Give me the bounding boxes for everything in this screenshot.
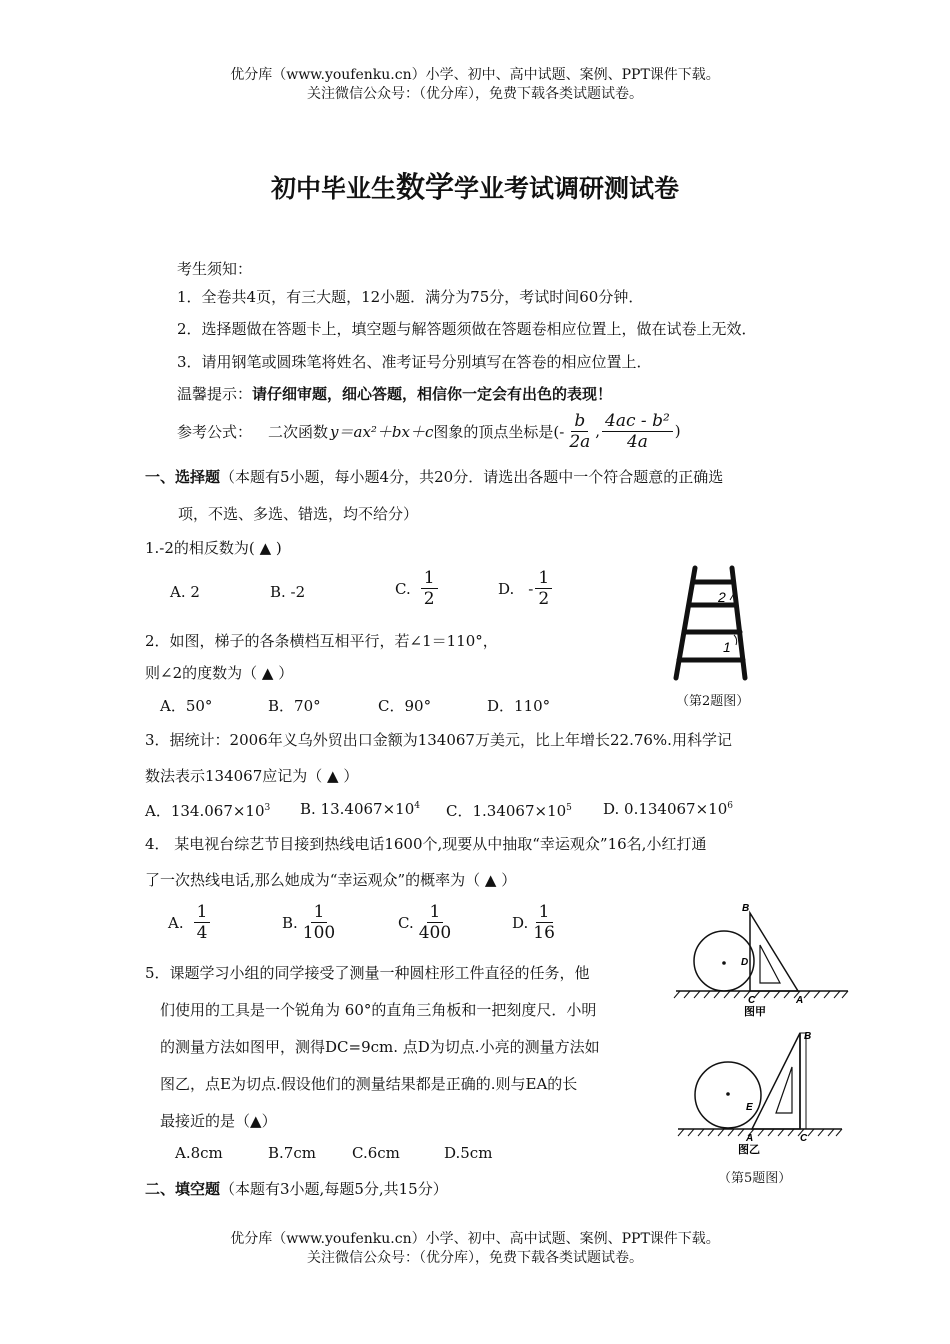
tip-label: 温馨提示： — [177, 385, 253, 403]
question-2-line-2: 则∠2的度数为（ ▲ ） — [145, 664, 294, 682]
section1-desc: （本题有5小题，每小题4分，共20分．请选出各题中一个符合题意的正确选 — [220, 468, 724, 486]
label-B: B — [804, 1031, 812, 1042]
label-C: C — [748, 995, 756, 1006]
answer-mark: ▲ — [259, 539, 272, 557]
vertex-x-fraction: $\frac{b}{2a}$ — [569, 410, 591, 452]
footer-line-1: 优分库（www.youfenku.cn）小学、初中、高中试题、案例、PPT课件下载。 — [230, 1231, 720, 1247]
q4-option-b: B. $\frac{1}{100}$ — [282, 902, 336, 943]
triangle-outer — [752, 1033, 800, 1129]
q2-option-c: C．90° — [378, 697, 432, 715]
formula-label: 参考公式： — [177, 422, 253, 441]
q5-option-a: A.8cm — [175, 1144, 223, 1162]
ladder-rails — [676, 568, 745, 678]
notice-item-1: 1．全卷共4页，有三大题，12小题．满分为75分，考试时间60分钟． — [177, 288, 644, 306]
title-emph: 数学 — [395, 170, 454, 204]
q1-option-d: D. - $\frac{1}{2}$ — [498, 568, 554, 609]
question-3-line-1: 3．据统计：2006年义乌外贸出口金额为134067万美元，比上年增长22.76%.用科学记 — [145, 731, 732, 749]
question-5-line-4: 图乙，点E为切点.假设他们的测量结果都是正确的.则与EA的长 — [160, 1075, 578, 1093]
q5-option-c: C.6cm — [352, 1144, 400, 1162]
triangle-outer — [750, 913, 798, 991]
answer-mark: ▲ — [250, 1112, 262, 1130]
page-title — [0, 165, 950, 206]
tip-text: 请仔细审题，细心答题，相信你一定会有出色的表现！ — [252, 385, 613, 403]
q4-option-a: A. $\frac{1}{4}$ — [168, 902, 212, 943]
figure-yi — [676, 1025, 846, 1165]
q3-option-b: B. $13.4067\times 10^4$ — [300, 800, 420, 818]
warm-tip — [177, 383, 612, 404]
q1-option-b: B. -2 — [270, 583, 306, 601]
q2-option-b: B．70° — [268, 697, 321, 715]
label-C: C — [800, 1133, 808, 1144]
label-D: D — [741, 957, 749, 968]
triangle-inner — [760, 945, 780, 983]
q5-option-b: B.7cm — [268, 1144, 316, 1162]
section1-label: 一、选择题 — [145, 468, 221, 486]
notice-item-3: 3．请用钢笔或圆珠笔将姓名、准考证号分别填写在答卷的相应位置上． — [177, 353, 652, 371]
label-A: A — [796, 995, 804, 1006]
ground-hatching — [674, 991, 848, 998]
question-5-line-2: 们使用的工具是一个锐角为 60°的直角三角板和一把刻度尺．小明 — [160, 1001, 597, 1019]
reference-formula — [177, 410, 681, 452]
section1-desc-2: 项，不选、多选、错选，均不给分） — [178, 505, 419, 523]
answer-mark: ▲ — [261, 664, 274, 682]
section1-header — [145, 466, 723, 487]
formula-func: y＝ax²＋bx＋c — [330, 422, 434, 441]
q5-option-d: D.5cm — [444, 1144, 493, 1162]
question-3-line-2: 数法表示134067应记为（ ▲ ） — [145, 767, 359, 785]
q2-figure-caption: （第2题图） — [676, 694, 750, 709]
ground-hatching — [678, 1129, 842, 1136]
q2-option-d: D．110° — [487, 697, 551, 715]
formula-pre: 二次函数 — [268, 422, 329, 441]
section2-label: 二、填空题 — [145, 1180, 221, 1198]
notice-item-2: 2．选择题做在答题卡上，填空题与解答题须做在答题卷相应位置上，做在试卷上无效． — [177, 320, 757, 338]
footer-line-2: 关注微信公众号：（优分库），免费下载各类试题试卷。 — [307, 1250, 643, 1266]
circle-center — [726, 1092, 730, 1096]
ruler — [800, 1033, 806, 1129]
question-5-line-5: 最接近的是（▲） — [160, 1112, 277, 1130]
answer-mark: ▲ — [484, 871, 497, 889]
q1-option-c: C. $\frac{1}{2}$ — [395, 568, 440, 609]
q3-option-d: D. $0.134067\times 10^6$ — [603, 800, 733, 818]
figure-jia — [672, 895, 852, 1025]
question-5-line-3: 的测量方法如图甲，测得DC=9cm. 点D为切点.小亮的测量方法如 — [160, 1038, 600, 1056]
ladder-figure — [660, 560, 770, 710]
formula-comma: , — [595, 422, 601, 440]
answer-mark: ▲ — [327, 767, 339, 785]
q5-figure-caption: （第5题图） — [718, 1171, 792, 1186]
question-4-line-2: 了一次热线电话,那么她成为“幸运观众”的概率为（ ▲ ） — [145, 871, 517, 889]
question-5-line-1: 5．课题学习小组的同学接受了测量一种圆柱形工件直径的任务，他 — [145, 964, 590, 982]
title-post: 学业考试调研测试卷 — [454, 174, 680, 203]
section2-header — [145, 1178, 448, 1199]
circle-center — [722, 961, 726, 965]
figure-yi-label: 图乙 — [738, 1144, 760, 1156]
q1-option-a: A. 2 — [170, 583, 200, 601]
q3-option-a: A．$134.067\times 10^3$ — [145, 802, 271, 820]
label-A: A — [746, 1133, 754, 1144]
angle-1-label: 1 — [723, 639, 731, 655]
formula-mid: 图象的顶点坐标是(- — [433, 422, 565, 441]
triangle-inner — [776, 1067, 792, 1113]
q2-option-a: A．50° — [160, 697, 213, 715]
q4-option-c: C. $\frac{1}{400}$ — [398, 902, 452, 943]
header-line-2: 关注微信公众号：（优分库），免费下载各类试题试卷。 — [307, 86, 643, 102]
angle-1-arc — [734, 635, 737, 645]
question-2-line-1: 2．如图，梯子的各条横档互相平行，若∠1＝110°， — [145, 632, 498, 650]
formula-close: ) — [674, 422, 681, 440]
label-B: B — [742, 903, 750, 914]
vertex-y-fraction: $\frac{\text{4ac - b²}}{4a}$ — [602, 411, 673, 452]
q4-option-d: D. $\frac{1}{16}$ — [512, 902, 555, 943]
title-pre: 初中毕业生 — [270, 174, 396, 203]
label-E: E — [746, 1102, 753, 1113]
q3-option-c: C．$1.34067\times 10^5$ — [446, 802, 572, 820]
figure-jia-label: 图甲 — [744, 1006, 766, 1018]
question-1: 1.-2的相反数为( ▲ ) — [145, 539, 282, 557]
notice-heading: 考生须知： — [177, 260, 253, 278]
angle-2-label: 2 — [718, 589, 726, 605]
section2-desc: （本题有3小题,每题5分,共15分） — [220, 1180, 448, 1198]
question-4-line-1: 4． 某电视台综艺节目接到热线电话1600个,现要从中抽取“幸运观众”16名,小红打通 — [145, 835, 707, 853]
header-line-1: 优分库（www.youfenku.cn）小学、初中、高中试题、案例、PPT课件下载。 — [230, 67, 720, 83]
